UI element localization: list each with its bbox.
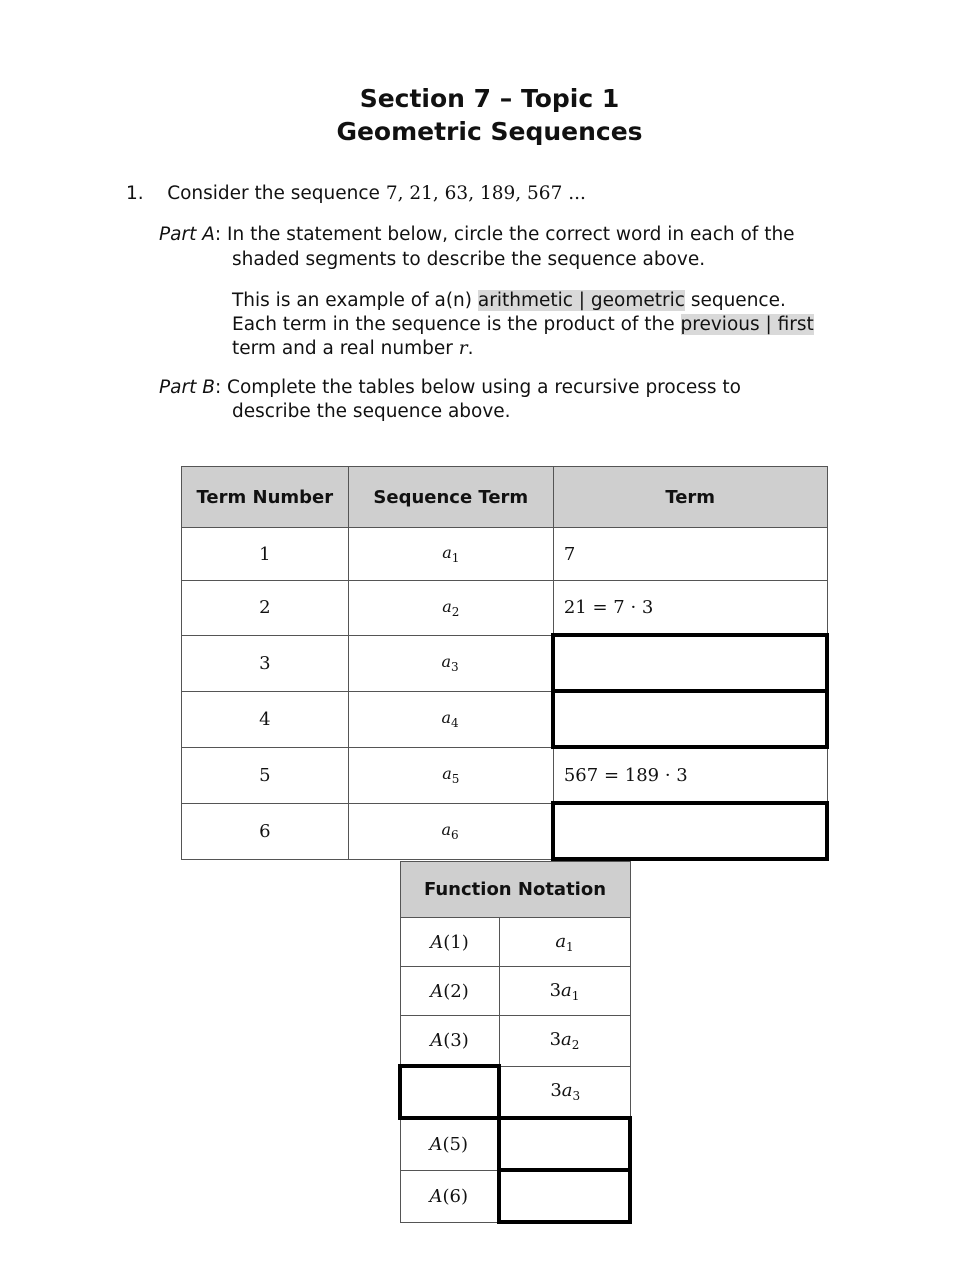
subscript: 6 <box>450 828 459 842</box>
question-prompt: Consider the sequence <box>167 183 380 204</box>
coef: 3 <box>549 979 562 1001</box>
function-cell <box>400 1016 499 1067</box>
function-cell <box>400 1170 499 1222</box>
coef: 3 <box>549 1029 562 1051</box>
term-cell: 7 <box>553 528 827 581</box>
header-sequence-term: Sequence Term <box>348 467 553 528</box>
table-row <box>400 1170 630 1222</box>
table-row <box>182 691 828 747</box>
value-cell <box>499 918 630 967</box>
fn-name: A <box>430 1029 444 1051</box>
var-a: a <box>555 930 567 952</box>
statement3-pre: term and a real number <box>232 338 459 359</box>
header-function-notation: Function Notation <box>400 862 630 918</box>
table-row <box>400 967 630 1016</box>
value-answer-box[interactable] <box>499 1118 630 1170</box>
sequence-term-cell <box>348 528 553 581</box>
subscript: 5 <box>451 772 460 786</box>
statement-line1 <box>232 289 786 313</box>
term-cell: 21 = 7 · 3 <box>553 581 827 636</box>
header-term: Term <box>553 467 827 528</box>
table-row <box>400 1066 630 1118</box>
fn-name: A <box>430 980 444 1002</box>
var-a: a <box>561 1079 573 1101</box>
fn-arg: (1) <box>443 931 469 953</box>
value-cell <box>499 1016 630 1067</box>
header-term-number: Term Number <box>182 467 349 528</box>
statement3-post: . <box>467 338 474 359</box>
part-b-text1: : Complete the tables below using a recursive process to <box>214 377 741 398</box>
part-b-line1 <box>159 376 741 400</box>
subscript: 1 <box>451 551 460 565</box>
sequence-term-cell <box>348 747 553 803</box>
sequence-term-cell <box>348 581 553 636</box>
sequence-table-header <box>182 467 828 528</box>
term-number-cell: 3 <box>182 635 349 691</box>
term-answer-box[interactable] <box>553 691 827 747</box>
subscript: 1 <box>571 988 580 1003</box>
table-row <box>400 1118 630 1170</box>
var-a: a <box>441 652 451 671</box>
value-cell <box>499 1066 630 1118</box>
subscript: 2 <box>571 1038 580 1053</box>
var-a: a <box>441 708 451 727</box>
var-a: a <box>561 979 572 1001</box>
term-cell: 567 = 189 · 3 <box>553 747 827 803</box>
subscript: 1 <box>566 939 574 954</box>
table-row <box>400 918 630 967</box>
term-answer-box[interactable] <box>553 635 827 691</box>
term-number-cell: 1 <box>182 528 349 581</box>
question-line <box>126 182 586 206</box>
var-a: a <box>442 764 452 783</box>
table-row <box>182 528 828 581</box>
subscript: 3 <box>450 660 459 674</box>
var-a: a <box>442 543 452 562</box>
part-a-label: Part A <box>159 224 215 245</box>
subscript: 4 <box>450 716 459 730</box>
part-a-text1: : In the statement below, circle the correct word in each of the <box>214 224 795 245</box>
term-number-cell: 5 <box>182 747 349 803</box>
shaded-choice-term-type[interactable]: previous | first <box>680 314 814 335</box>
page-title-line1: Section 7 – Topic 1 <box>359 84 620 113</box>
part-b-label: Part B <box>159 377 215 398</box>
question-number: 1. <box>126 183 144 204</box>
part-a-line2: shaded segments to describe the sequence above. <box>232 249 706 270</box>
term-answer-box[interactable] <box>553 803 827 859</box>
function-cell <box>400 967 499 1016</box>
function-table-header <box>400 862 630 918</box>
fn-arg: (6) <box>442 1185 468 1207</box>
fn-arg: (5) <box>442 1134 468 1156</box>
sequence-values: 7, 21, 63, 189, 567 ... <box>385 183 586 204</box>
function-notation-table <box>398 861 632 1224</box>
table-row <box>182 581 828 636</box>
term-number-cell: 6 <box>182 803 349 859</box>
statement1-pre: This is an example of a(n) <box>232 290 478 311</box>
page-title-line2: Geometric Sequences <box>336 117 643 146</box>
part-a-line1 <box>159 223 795 247</box>
fn-name: A <box>429 1185 443 1207</box>
sequence-term-cell <box>348 803 553 859</box>
coef: 3 <box>550 1079 562 1101</box>
term-number-cell: 4 <box>182 691 349 747</box>
value-cell <box>499 967 630 1016</box>
table-row <box>400 1016 630 1067</box>
term-number-cell: 2 <box>182 581 349 636</box>
fn-arg: (3) <box>443 1029 469 1051</box>
statement2-pre: Each term in the sequence is the product of the <box>232 314 681 335</box>
var-a: a <box>441 820 451 839</box>
table-row <box>182 803 828 859</box>
variable-r: r <box>458 338 468 359</box>
statement1-post: sequence. <box>684 290 786 311</box>
subscript: 2 <box>451 604 460 619</box>
sequence-term-cell <box>348 635 553 691</box>
sequence-table <box>181 466 829 861</box>
function-answer-box[interactable] <box>400 1066 499 1118</box>
fn-arg: (2) <box>443 980 469 1002</box>
statement-line3 <box>232 337 473 361</box>
fn-name: A <box>430 931 444 953</box>
shaded-choice-sequence-type[interactable]: arithmetic | geometric <box>477 290 685 311</box>
var-a: a <box>442 596 452 616</box>
function-cell <box>400 918 499 967</box>
value-answer-box[interactable] <box>499 1170 630 1222</box>
fn-name: A <box>429 1134 443 1156</box>
function-cell <box>400 1118 499 1170</box>
part-b-line2: describe the sequence above. <box>232 401 511 422</box>
statement-line2 <box>232 313 814 337</box>
subscript: 3 <box>572 1088 581 1103</box>
table-row <box>182 635 828 691</box>
sequence-term-cell <box>348 691 553 747</box>
table-row <box>182 747 828 803</box>
var-a: a <box>561 1029 572 1051</box>
